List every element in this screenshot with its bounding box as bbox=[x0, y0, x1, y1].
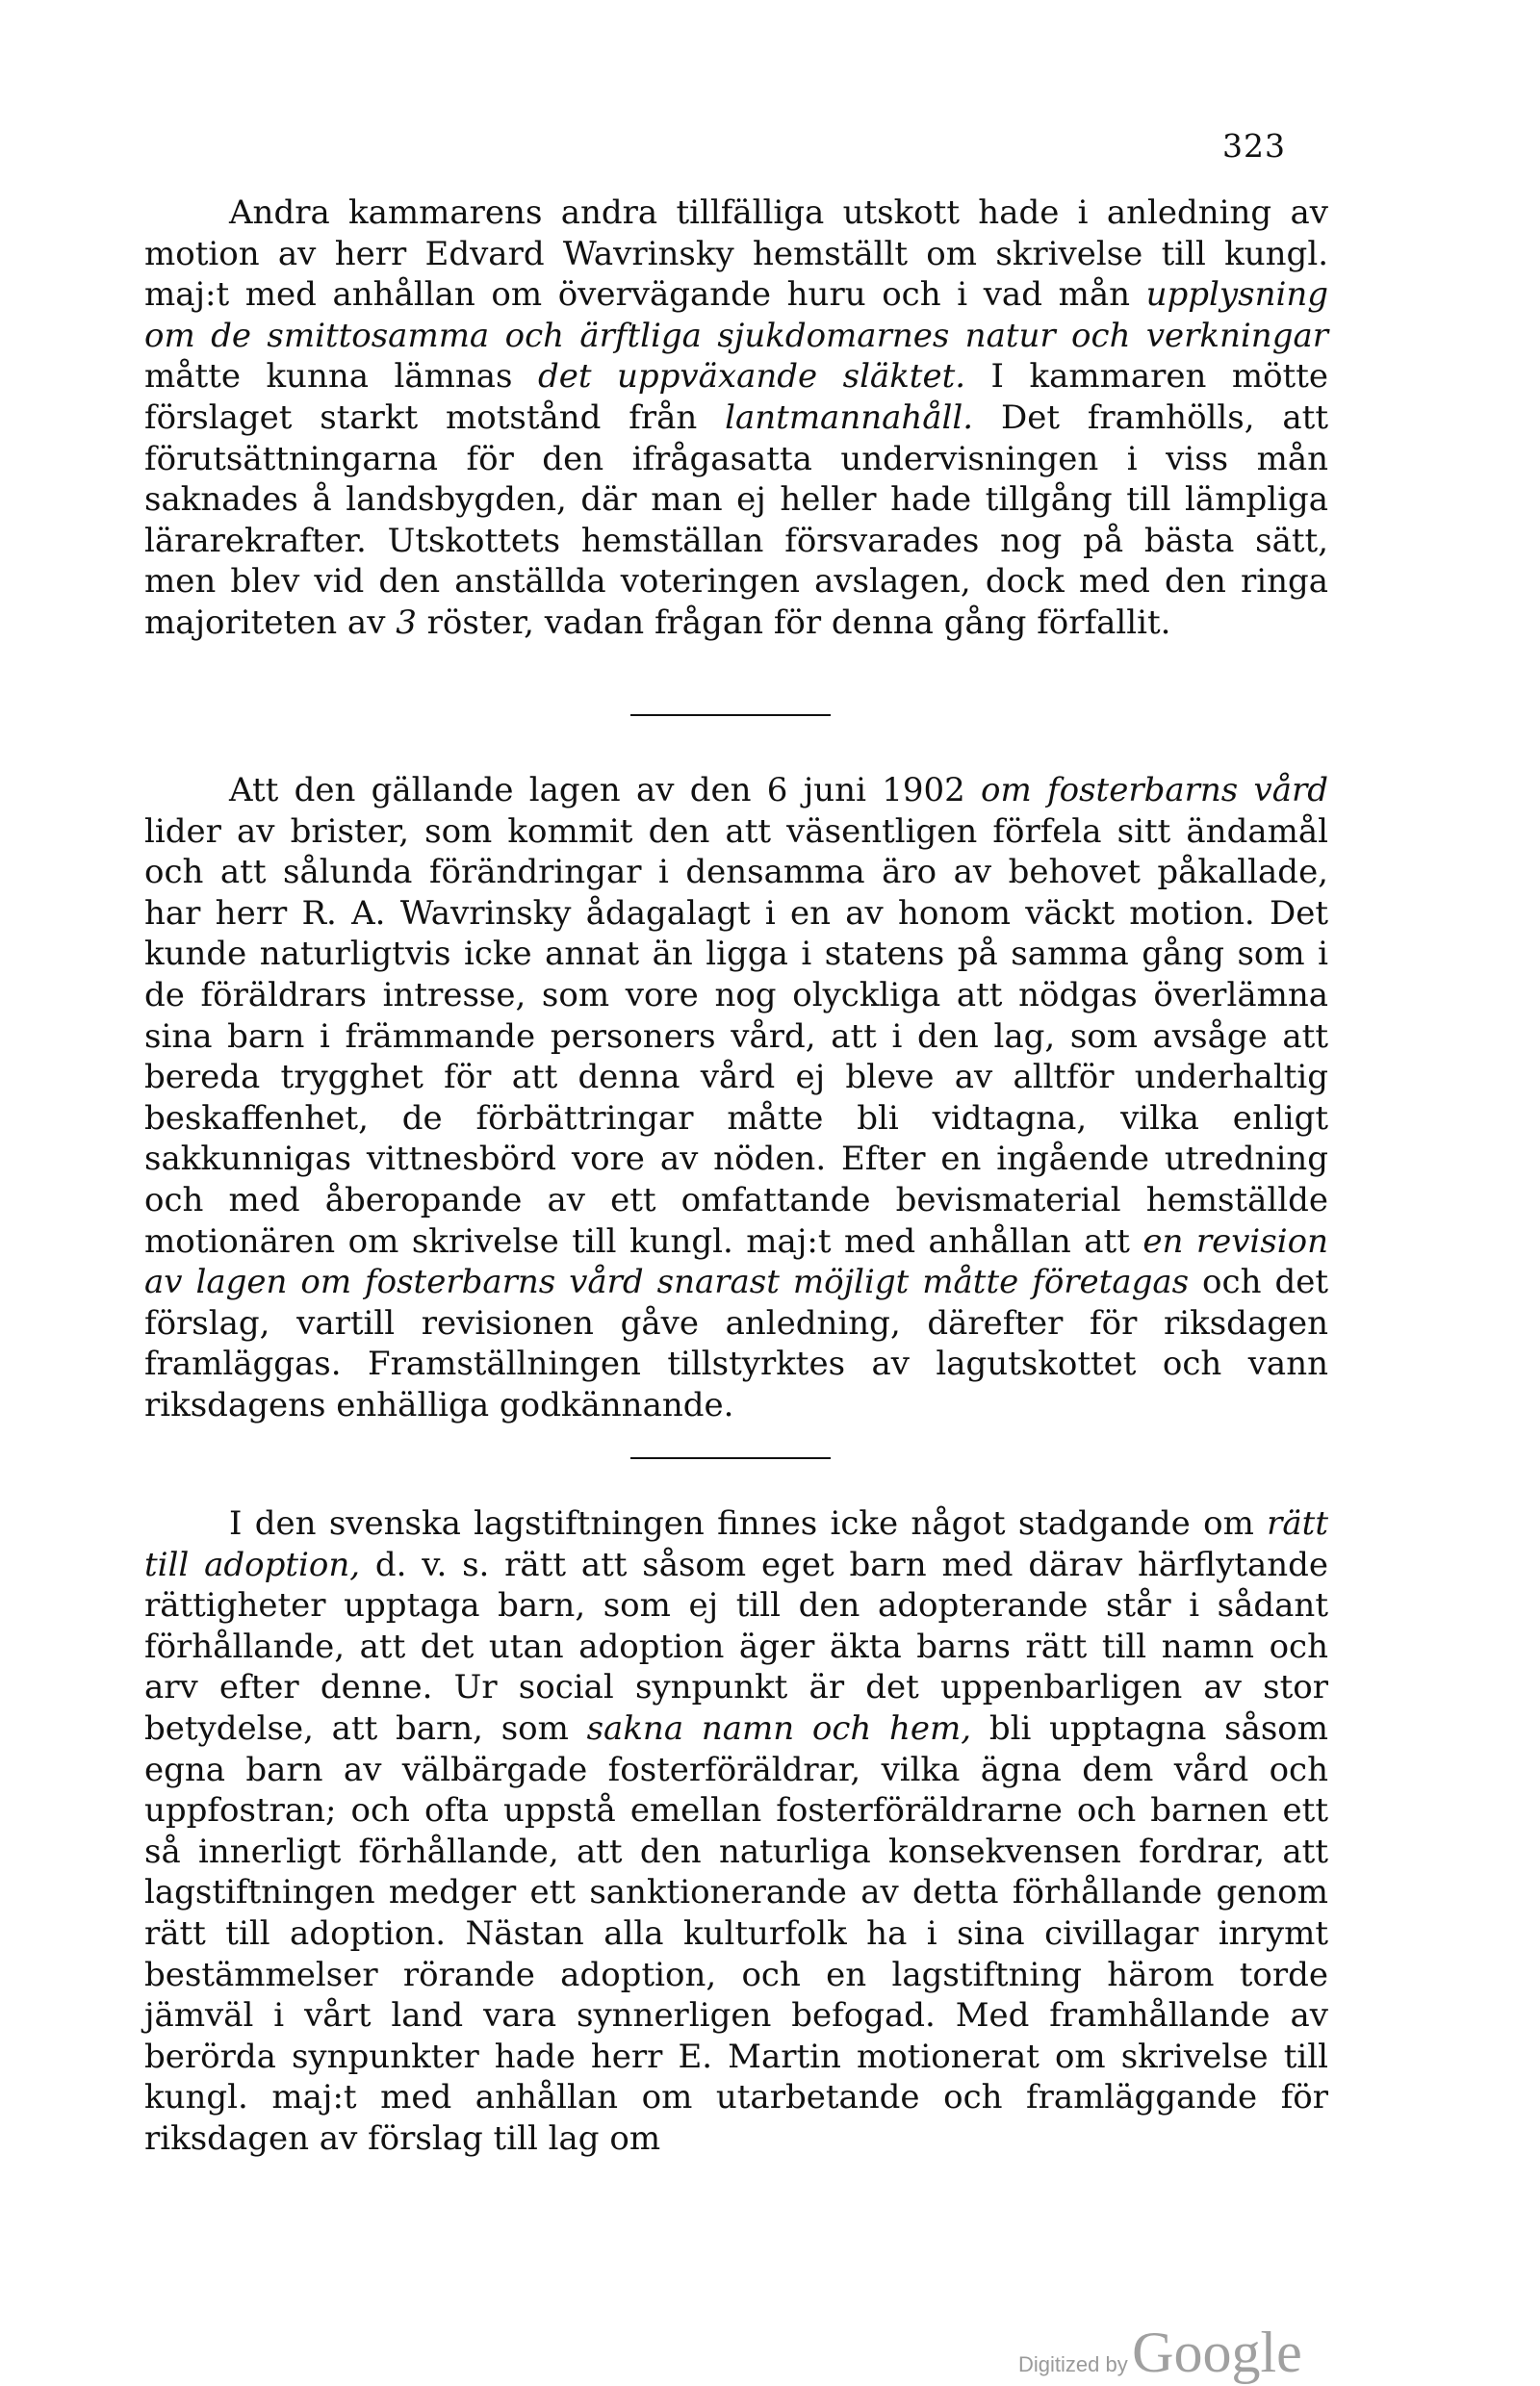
text-run: I kammaren mötte förslaget starkt motstånd från bbox=[144, 357, 1329, 437]
digitized-by-google-watermark bbox=[1018, 2320, 1302, 2386]
text-run: Andra kammarens andra tillfälliga utskott hade i anledning av motion av herr Edvard Wavrinsky hemställt om skrivelse till kungl. maj:t med anhållan om övervägande huru och i vad mån bbox=[144, 193, 1328, 315]
text-run: lider av brister, som kommit den att väsentligen förfela sitt ändamål och att sålunda förändringar i densamma äro av behovet påkallade, har herr R. A. Wavrinsky ådagalagt i en av honom väckt motion. Det kunde naturligtvis icke annat än ligga i statens på samma gång som i de föräldrars intresse, som vore nog olyckliga att nödgas överlämna sina barn i främmande personers vård, att i den lag, som avsåge att bereda trygghet för att denna vård ej bleve av alltför underhaltig beskaffenhet, de förbättringar måtte bli vidtagna, vilka enligt sakkunnigas vittnesbörd vore av nöden. Efter en ingående utredning och med åberopande av ett omfattande bevismaterial hemställde motionären om skrivelse till kungl. maj:t med anhållan att bbox=[144, 811, 1328, 1261]
italic-text-run: upplysning om de smittosamma och ärftliga sjukdomarnes natur och verkningar bbox=[144, 275, 1328, 355]
text-run: d. v. s. rätt att såsom eget barn med därav härflytande rättigheter upptaga barn, som ej till den adopterande står i sådant förhållande, att det utan adoption äger äkta barns rätt till namn och arv efter denne. Ur social synpunkt är det uppenbarligen av stor betydelse, att barn, som bbox=[144, 1545, 1328, 1748]
text-run: och det förslag, vartill revisionen gåve anledning, därefter för riksdagen framläggas. Framställningen tillstyrktes av lagutskottet och vann riksdagens enhälliga godkännande. bbox=[144, 1263, 1328, 1424]
text-run: Att den gällande lagen av den 6 juni 1902 bbox=[229, 771, 982, 809]
italic-text-run: lantmannahåll. bbox=[725, 398, 974, 437]
paragraph-foster-children-law bbox=[144, 770, 1328, 1426]
text-run: bli upptagna såsom egna barn av välbärgade fosterföräldrar, vilka ägna dem vård och uppfostran; och ofta uppstå emellan fosterföräldrarne och barnen ett så innerligt förhållande, att den naturliga konsekvensen fordrar, att lagstiftningen medger ett sanktionerande av detta förhållande genom rätt till adoption. Nästan alla kulturfolk ha i sina civillagar inrymt bestämmelser rörande adoption, och en lagstiftning härom torde jämväl i vårt land vara synnerligen befogad. Med framhållande av berörda synpunkter hade herr E. Martin motionerat om skrivelse till kungl. maj:t med anhållan om utarbetande och framläggande för riksdagen av förslag till lag om bbox=[144, 1708, 1329, 2158]
text-run: Det framhölls, att förutsättningarna för den ifrågasatta undervisningen i viss mån saknades å landsbygden, där man ej heller hade tillgång till lämpliga lärarekrafter. Utskottets hemställan försvarades nog på bästa sätt, men blev vid den anställda voteringen avslagen, dock med den ringa majoriteten av bbox=[144, 398, 1328, 642]
section-divider bbox=[630, 714, 831, 716]
italic-text-run: sakna namn och hem, bbox=[586, 1708, 972, 1748]
google-logo: Google bbox=[1132, 2321, 1302, 2384]
italic-text-run: 3 bbox=[396, 603, 417, 642]
section-divider bbox=[630, 1457, 831, 1459]
text-run: I den svenska lagstiftningen finnes icke något stadgande om bbox=[229, 1504, 1268, 1543]
italic-text-run: om fosterbarns vård bbox=[981, 771, 1328, 809]
italic-text-run: en revision av lagen om fosterbarns vård snarast möjligt måtte företagas bbox=[144, 1221, 1328, 1302]
text-run: måtte kunna lämnas bbox=[144, 357, 538, 397]
text-run: röster, vadan frågan för denna gång förfallit. bbox=[416, 603, 1171, 642]
paragraph-adoption-rights bbox=[144, 1503, 1328, 2160]
watermark-prefix: Digitized by bbox=[1018, 2352, 1128, 2376]
paragraph-school-hygiene-motion bbox=[144, 192, 1328, 644]
italic-text-run: rätt till adoption, bbox=[144, 1504, 1328, 1584]
italic-text-run: det uppväxande släktet. bbox=[537, 357, 966, 397]
page-number: 323 bbox=[1222, 127, 1286, 165]
